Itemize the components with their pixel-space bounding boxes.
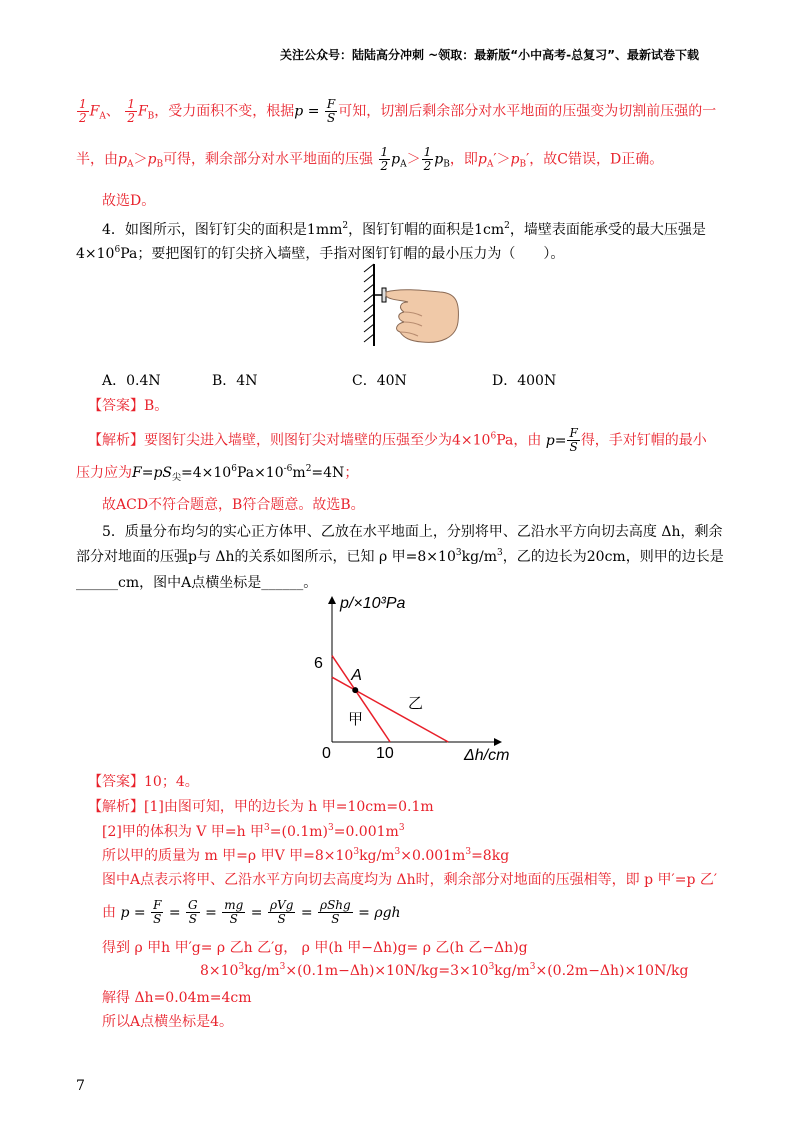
series-yi-line (332, 677, 448, 742)
prev-solution-line1: $\frac{1}{2}$ $F_A$、 $\frac{1}{2}$ $F_B$，受力面积不变，根据p = $\frac{F}{S}$ 可知，切割后剩余部分对水平地面的压强变为切割前压强的一 (79, 97, 717, 125)
q4-option-c: C．40N (352, 373, 407, 389)
pin-head (382, 288, 386, 302)
q5-analysis-line7: $8\times 10^3kg/m^3\times(0.1m-\Delta h)\times 10N/kg=3\times 10^3kg/m^3\times(0.2m-\Delta h)\times 10N/kg$ (200, 962, 689, 979)
point-a-marker (352, 687, 358, 693)
y-axis-label: p/×10³Pa (340, 595, 406, 612)
q4-analysis-line2: 压力应为$F=pS_尖=4\times 10^6Pa\times 10^{-6}m^2=4N$； (76, 464, 359, 483)
series-yi-label: 乙 (408, 695, 424, 712)
q5-stem-line3: ______cm，图中A点横坐标是______。 (76, 575, 318, 591)
page-number: 7 (76, 1078, 85, 1094)
point-a-label: A (351, 667, 362, 685)
q5-analysis-line3: 所以甲的质量为 m 甲=ρ 甲V 甲$=8\times 10^3kg/m^3\times 0.001m^3=8kg$ (102, 847, 510, 864)
q4-stem-line1: 4．如图所示，图钉钉尖的面积是$1mm^2$，图钉钉帽的面积是$1cm^2$，墙壁表面能承受的最大压强是 (102, 221, 706, 238)
q4-analysis-line1: 【解析】要图钉尖进入墙壁，则图钉尖对墙壁的压强至少为$4\times 10^6Pa$，由 p= $\frac{F}{S}$ 得，手对钉帽的最小 (88, 426, 707, 454)
pressure-chart (300, 590, 530, 770)
q5-analysis-line8: 解得 Δh=0.04m=4cm (102, 990, 252, 1006)
q5-stem-line2: 部分对地面的压强p与 Δh的关系如图所示，已知 ρ 甲$=8\times 10^3kg/m^3$，乙的边长为20cm，则甲的边长是 (76, 548, 724, 565)
q5-answer: 【答案】10；4。 (88, 774, 199, 790)
q4-option-d: D．400N (492, 373, 557, 389)
q4-answer: 【答案】B。 (88, 398, 169, 414)
x-tick-0: 0 (322, 745, 331, 762)
q4-stem-line2: $4\times 10^6Pa$；要把图钉的钉尖挤入墙壁，手指对图钉钉帽的最小压力为（ ）。 (76, 245, 565, 262)
q5-analysis-line2: [2]甲的体积为 V 甲=h 甲$^3=(0.1m)^3=0.001m^3$ (102, 823, 405, 840)
q5-analysis-line1: 【解析】[1]由图可知，甲的边长为 h 甲=10cm=0.1m (88, 799, 434, 815)
q4-conclusion: 故ACD不符合题意，B符合题意。故选B。 (102, 497, 365, 513)
x-axis-label: Δh/cm (464, 747, 510, 764)
q5-analysis-line4: 图中A点表示将甲、乙沿水平方向切去高度均为 Δh时，剩余部分对地面的压强相等，即 p 甲′=p 乙′ (102, 872, 718, 888)
series-jia-label: 甲 (348, 711, 364, 728)
x-tick-10: 10 (376, 745, 394, 762)
q5-analysis-line5: 由 p = $\frac{F}{S}$ = $\frac{G}{S}$ = $\frac{mg}{S}$ = $\frac{\text{ρVg}}{S}$ = $\frac{\text{ρShg}}{S}$ = ρgh (102, 898, 401, 926)
header-banner: 关注公众号：陆陆高分冲刺 ~领取：最新版“小中高考-总复习”、最新试卷下载 (280, 48, 699, 62)
q5-stem-line1: 5．质量分布均匀的实心正方体甲、乙放在水平地面上，分别将甲、乙沿水平方向切去高度 Δh，剩余 (102, 524, 723, 540)
hand-drawing (386, 290, 458, 343)
q5-analysis-line9: 所以A点横坐标是4。 (102, 1014, 234, 1030)
pushpin-figure (360, 262, 470, 352)
prev-solution-line2: 半，由$p_A>p_B$可得，剩余部分对水平地面的压强 $\frac{1}{2}$ $p_A>$ $\frac{1}{2}$ $p_B$，即$p_A'>p_B'$，故C错误，D正确。 (76, 145, 664, 173)
prev-choose: 故选D。 (102, 193, 156, 209)
q5-analysis-line6: 得到 ρ 甲h 甲′g= ρ 乙h 乙′g， ρ 甲(h 甲−Δh)g= ρ 乙(h 乙−Δh)g (102, 940, 528, 956)
y-tick-6: 6 (314, 655, 323, 672)
q4-option-a: A．0.4N (102, 373, 161, 389)
wall-hatching (364, 264, 374, 342)
q4-option-b: B．4N (212, 373, 258, 389)
